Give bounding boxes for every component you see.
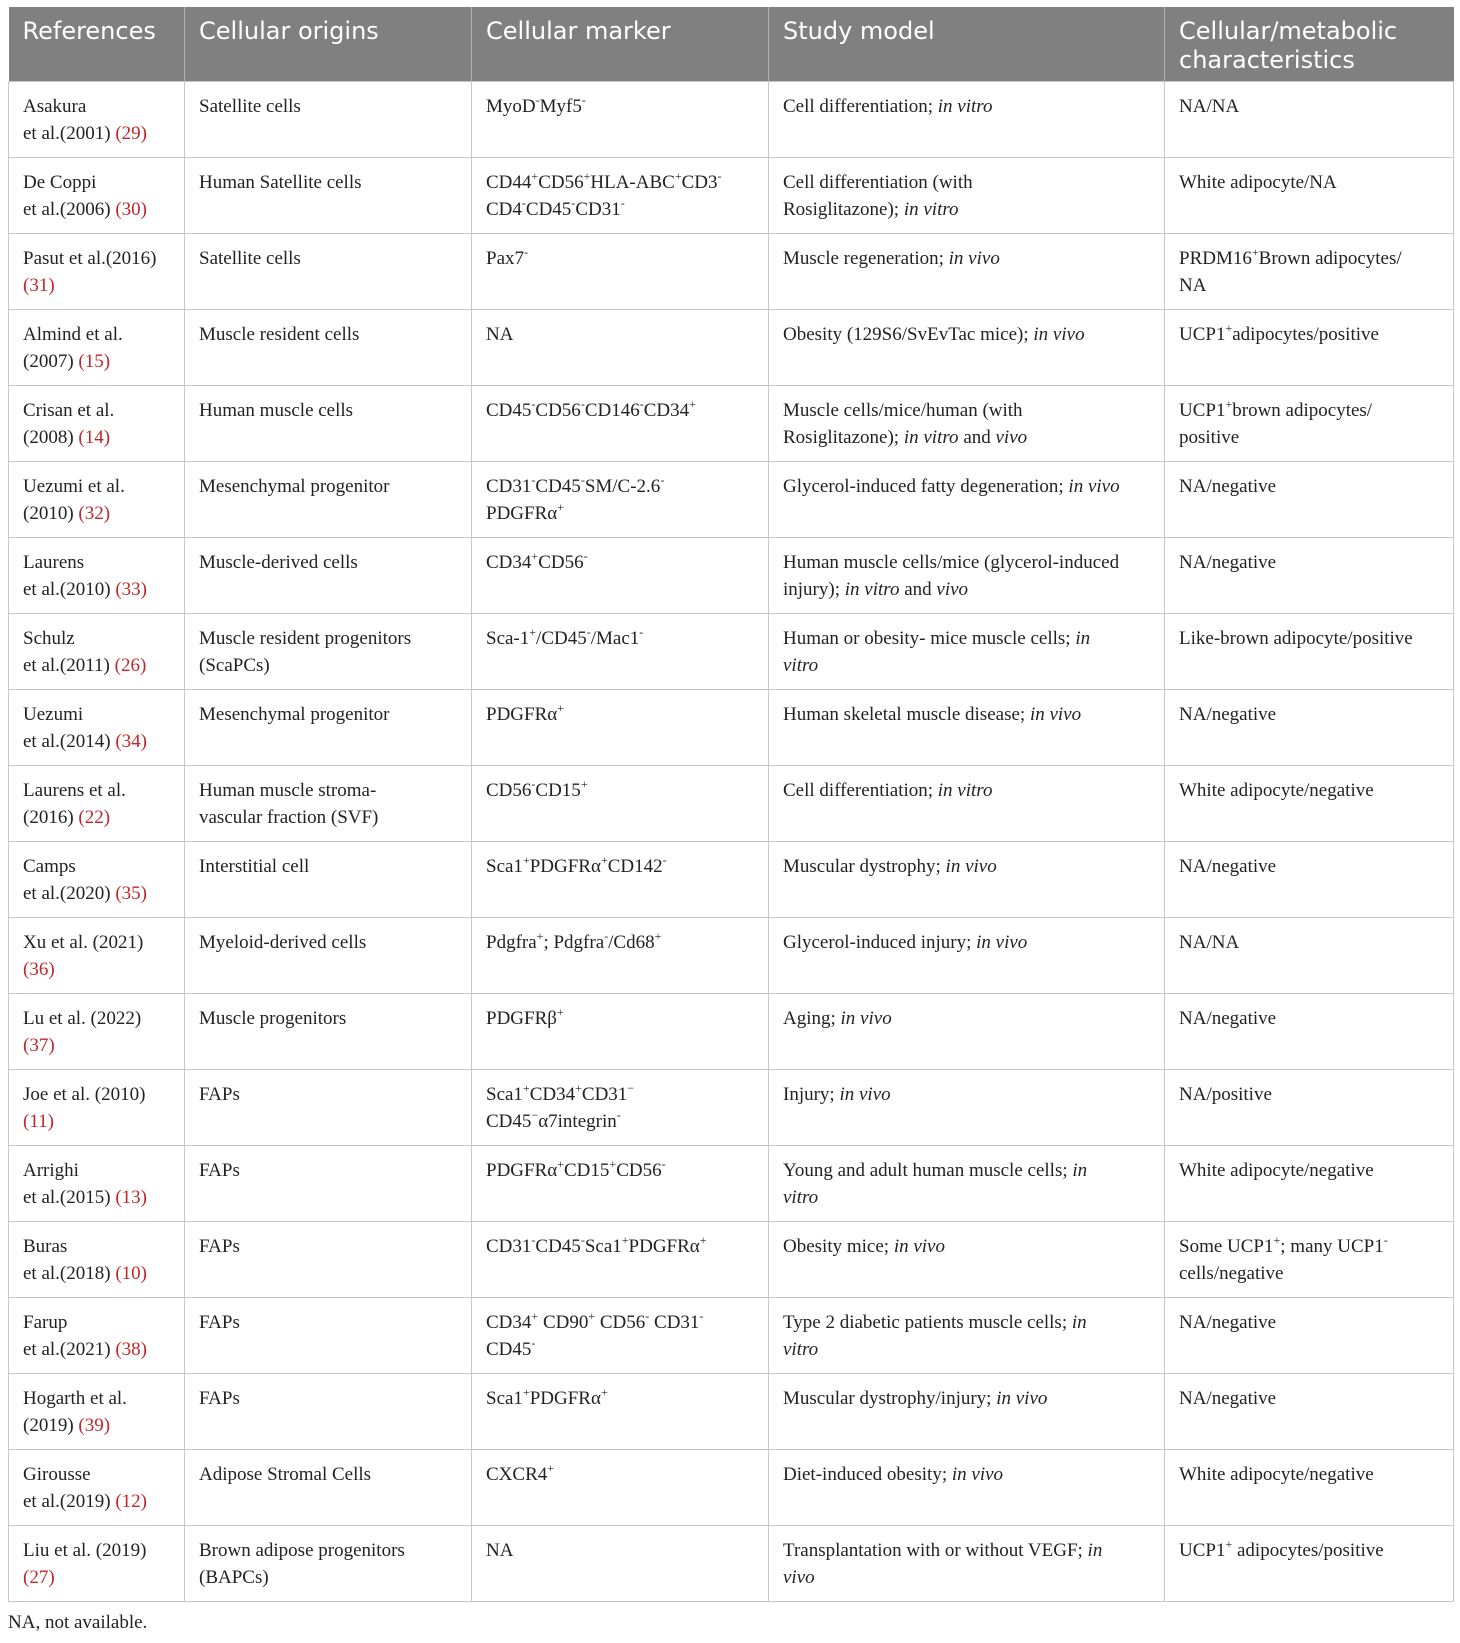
header-cellular-origins: Cellular origins — [185, 7, 472, 82]
cell-reference: Almind et al. (2007) (15) — [9, 310, 185, 386]
cell-origin: Mesenchymal progenitor — [185, 462, 472, 538]
superscript: + — [588, 1308, 596, 1323]
cell-origin: Satellite cells — [185, 82, 472, 158]
superscript: - — [580, 396, 585, 411]
citation-link[interactable]: (39) — [78, 1415, 111, 1436]
cell-marker: PDGFRα+ — [472, 690, 769, 766]
cell-marker: Sca1+PDGFRα+ — [472, 1374, 769, 1450]
superscript: + — [556, 1004, 564, 1019]
cell-reference: Laurens et al. (2016) (22) — [9, 766, 185, 842]
superscript: + — [689, 396, 696, 411]
superscript: + — [522, 1384, 530, 1399]
cell-characteristics: White adipocyte/NA — [1165, 158, 1454, 234]
superscript: + — [600, 852, 608, 867]
cell-study-model: Muscular dystrophy; in vivo — [769, 842, 1165, 918]
cell-characteristics: NA/negative — [1165, 462, 1454, 538]
citation-link[interactable]: (14) — [78, 427, 111, 448]
table-row — [9, 82, 1454, 158]
superscript: - — [604, 928, 609, 943]
citation-link[interactable]: (12) — [115, 1491, 147, 1512]
superscript: + — [557, 1156, 564, 1171]
superscript: + — [1273, 1232, 1281, 1247]
cell-marker: NA — [472, 310, 769, 386]
superscript: - — [1383, 1232, 1388, 1247]
superscript: − — [627, 1080, 635, 1095]
cell-study-model: Muscular dystrophy/injury; in vivo — [769, 1374, 1165, 1450]
cell-characteristics: Some UCP1+; many UCP1- cells/negative — [1165, 1222, 1454, 1298]
superscript: - — [586, 624, 591, 639]
superscript: - — [531, 1335, 536, 1350]
italic-text: vivo — [995, 427, 1028, 448]
cell-marker: CD34+CD56- — [472, 538, 769, 614]
superscript: - — [580, 1232, 585, 1247]
cell-reference: De Coppi et al.(2006) (30) — [9, 158, 185, 234]
superscript: - — [660, 472, 665, 487]
citation-link[interactable]: (37) — [23, 1035, 55, 1056]
superscript: - — [662, 852, 667, 867]
table-row — [9, 386, 1454, 462]
superscript: + — [583, 168, 591, 183]
cell-origin: Human muscle stroma- vascular fraction (SVF) — [185, 766, 472, 842]
superscript: + — [699, 1232, 707, 1247]
cell-study-model: Cell differentiation; in vitro — [769, 82, 1165, 158]
cell-characteristics: White adipocyte/negative — [1165, 766, 1454, 842]
superscript: - — [531, 396, 536, 411]
cell-reference: Buras et al.(2018) (10) — [9, 1222, 185, 1298]
table-row — [9, 1374, 1454, 1450]
cell-reference: Arrighi et al.(2015) (13) — [9, 1146, 185, 1222]
citation-link[interactable]: (13) — [115, 1187, 147, 1208]
cell-characteristics: NA/negative — [1165, 690, 1454, 766]
cell-characteristics: UCP1+ adipocytes/positive — [1165, 1526, 1454, 1602]
cell-marker: CXCR4+ — [472, 1450, 769, 1526]
cell-reference: Camps et al.(2020) (35) — [9, 842, 185, 918]
italic-text: in vivo — [783, 1540, 1103, 1588]
italic-text: in vivo — [948, 248, 1000, 269]
cell-marker: PDGFRβ+ — [472, 994, 769, 1070]
cell-reference: Farup et al.(2021) (38) — [9, 1298, 185, 1374]
table-row — [9, 1070, 1454, 1146]
cell-characteristics: NA/NA — [1165, 82, 1454, 158]
superscript: + — [557, 700, 564, 715]
italic-text: in vitro — [937, 780, 993, 801]
italic-text: in vivo — [839, 1084, 891, 1105]
cell-characteristics: White adipocyte/negative — [1165, 1450, 1454, 1526]
cell-origin: Adipose Stromal Cells — [185, 1450, 472, 1526]
cell-marker: CD45-CD56-CD146-CD34+ — [472, 386, 769, 462]
table-row — [9, 994, 1454, 1070]
cell-origin: Satellite cells — [185, 234, 472, 310]
cell-characteristics: Like-brown adipocyte/positive — [1165, 614, 1454, 690]
superscript: - — [535, 92, 540, 107]
superscript: - — [620, 195, 625, 210]
table-body — [9, 82, 1454, 1602]
superscript: - — [581, 92, 586, 107]
cell-marker: CD56-CD15+ — [472, 766, 769, 842]
citation-link[interactable]: (10) — [115, 1263, 147, 1284]
citation-link[interactable]: (32) — [78, 503, 111, 524]
cell-study-model: Human skeletal muscle disease; in vivo — [769, 690, 1165, 766]
table-row — [9, 310, 1454, 386]
table-row — [9, 234, 1454, 310]
citation-link[interactable]: (33) — [115, 579, 147, 600]
superscript: - — [531, 776, 536, 791]
citation-link[interactable]: (29) — [115, 123, 147, 144]
cell-reference: Uezumi et al. (2010) (32) — [9, 462, 185, 538]
superscript: - — [571, 195, 576, 210]
table-row — [9, 1146, 1454, 1222]
cell-origin: Human Satellite cells — [185, 158, 472, 234]
cell-study-model: Injury; in vivo — [769, 1070, 1165, 1146]
cell-marker: Sca1+CD34+CD31− CD45−α7integrin- — [472, 1070, 769, 1146]
cell-study-model: Young and adult human muscle cells; in vitro — [769, 1146, 1165, 1222]
italic-text: in vivo — [1029, 704, 1082, 725]
superscript: + — [1225, 320, 1233, 335]
cell-marker: Pax7- — [472, 234, 769, 310]
cell-reference: Schulz et al.(2011) (26) — [9, 614, 185, 690]
cell-study-model: Human muscle cells/mice (glycerol-induced injury); in vitro and vivo — [769, 538, 1165, 614]
superscript: - — [521, 195, 526, 210]
table-row — [9, 158, 1454, 234]
superscript: - — [616, 1107, 621, 1122]
cell-study-model: Muscle cells/mice/human (with Rosiglitazone); in vitro and vivo — [769, 386, 1165, 462]
cell-characteristics: NA/negative — [1165, 994, 1454, 1070]
cell-characteristics: UCP1+brown adipocytes/ positive — [1165, 386, 1454, 462]
italic-text: in vitro — [903, 427, 959, 448]
cell-marker: Sca-1+/CD45-/Mac1- — [472, 614, 769, 690]
table-row — [9, 842, 1454, 918]
citation-link[interactable]: (22) — [78, 807, 111, 828]
citation-link[interactable]: (30) — [115, 199, 147, 220]
cell-marker: Pdgfra+; Pdgfra-/Cd68+ — [472, 918, 769, 994]
cell-characteristics: NA/negative — [1165, 1298, 1454, 1374]
table-row — [9, 614, 1454, 690]
italic-text: in vivo — [945, 856, 997, 877]
superscript: + — [1251, 244, 1259, 259]
cell-reference: Hogarth et al. (2019) (39) — [9, 1374, 185, 1450]
italic-text: vivo — [936, 579, 969, 600]
cell-characteristics: White adipocyte/negative — [1165, 1146, 1454, 1222]
superscript: + — [674, 168, 682, 183]
superscript: + — [522, 1080, 530, 1095]
cell-marker: Sca1+PDGFRα+CD142- — [472, 842, 769, 918]
superscript: + — [1225, 396, 1233, 411]
cell-reference: Girousse et al.(2019) (12) — [9, 1450, 185, 1526]
cell-reference: Xu et al. (2021) (36) — [9, 918, 185, 994]
italic-text: in vitro — [783, 1312, 1087, 1360]
table-row — [9, 766, 1454, 842]
cell-reference: Asakura et al.(2001) (29) — [9, 82, 185, 158]
cell-study-model: Muscle regeneration; in vivo — [769, 234, 1165, 310]
cell-marker: CD34+ CD90+ CD56- CD31- CD45- — [472, 1298, 769, 1374]
cell-study-model: Transplantation with or without VEGF; in vivo — [769, 1526, 1165, 1602]
header-references: References — [9, 7, 185, 82]
cell-study-model: Glycerol-induced injury; in vivo — [769, 918, 1165, 994]
citation-link[interactable]: (38) — [115, 1339, 147, 1360]
cell-reference: Laurens et al.(2010) (33) — [9, 538, 185, 614]
cell-origin: FAPs — [185, 1146, 472, 1222]
cell-study-model: Cell differentiation; in vitro — [769, 766, 1165, 842]
citation-link[interactable]: (27) — [23, 1567, 55, 1588]
header-characteristics: Cellular/metabolic characteristics — [1165, 7, 1454, 82]
superscript: + — [654, 928, 662, 943]
citation-link[interactable]: (26) — [114, 655, 147, 676]
cell-marker: NA — [472, 1526, 769, 1602]
italic-text: in vivo — [893, 1236, 945, 1257]
superscript: + — [531, 548, 539, 563]
superscript: - — [531, 472, 536, 487]
cell-reference: Uezumi et al.(2014) (34) — [9, 690, 185, 766]
superscript: + — [621, 1232, 629, 1247]
cell-characteristics: NA/positive — [1165, 1070, 1454, 1146]
superscript: + — [609, 1156, 617, 1171]
table-row — [9, 1450, 1454, 1526]
superscript: - — [583, 548, 588, 563]
italic-text: in vivo — [996, 1388, 1048, 1409]
citation-link[interactable]: (36) — [23, 959, 55, 980]
superscript: − — [531, 1107, 539, 1122]
italic-text: in vitro — [844, 579, 900, 600]
superscript: - — [531, 1232, 536, 1247]
cell-marker: MyoD-Myf5- — [472, 82, 769, 158]
table-row — [9, 690, 1454, 766]
header-cellular-marker: Cellular marker — [472, 7, 769, 82]
cell-study-model: Obesity mice; in vivo — [769, 1222, 1165, 1298]
table-row — [9, 538, 1454, 614]
cell-study-model: Human or obesity- mice muscle cells; in vitro — [769, 614, 1165, 690]
citation-link[interactable]: (35) — [115, 883, 147, 904]
cell-marker: CD44+CD56+HLA-ABC+CD3- CD4-CD45-CD31- — [472, 158, 769, 234]
cell-marker: CD31-CD45-Sca1+PDGFRα+ — [472, 1222, 769, 1298]
superscript: + — [1225, 1536, 1233, 1551]
superscript: - — [524, 244, 528, 259]
table-row — [9, 918, 1454, 994]
cell-origin: FAPs — [185, 1374, 472, 1450]
cell-characteristics: PRDM16+Brown adipocytes/ NA — [1165, 234, 1454, 310]
citation-link[interactable]: (15) — [78, 351, 111, 372]
cell-reference: Pasut et al.(2016) (31) — [9, 234, 185, 310]
italic-text: in vitro — [783, 628, 1091, 676]
header-row — [9, 7, 1454, 82]
cell-study-model: Cell differentiation (with Rosiglitazone); in vitro — [769, 158, 1165, 234]
superscript: + — [531, 1308, 539, 1323]
cell-marker: CD31-CD45-SM/C-2.6- PDGFRα+ — [472, 462, 769, 538]
cell-study-model: Type 2 diabetic patients muscle cells; in vitro — [769, 1298, 1165, 1374]
table-container — [8, 7, 1453, 1602]
superscript: + — [580, 776, 588, 791]
superscript: - — [580, 472, 585, 487]
cell-origin: Muscle resident cells — [185, 310, 472, 386]
table-row — [9, 1526, 1454, 1602]
superscript: + — [529, 624, 537, 639]
italic-text: in vivo — [976, 932, 1028, 953]
table-footnote: NA, not available. — [8, 1612, 148, 1633]
italic-text: in vivo — [1068, 476, 1120, 497]
data-table — [8, 7, 1454, 1602]
italic-text: in vivo — [951, 1464, 1004, 1485]
table-row — [9, 462, 1454, 538]
superscript: + — [557, 499, 564, 514]
cell-origin: Mesenchymal progenitor — [185, 690, 472, 766]
table-row — [9, 1298, 1454, 1374]
cell-origin: Interstitial cell — [185, 842, 472, 918]
header-study-model: Study model — [769, 7, 1165, 82]
superscript: + — [531, 168, 539, 183]
cell-characteristics: NA/negative — [1165, 538, 1454, 614]
italic-text: in vivo — [1033, 324, 1085, 345]
superscript: - — [717, 168, 722, 183]
superscript: - — [699, 1308, 704, 1323]
superscript: + — [575, 1080, 582, 1095]
cell-characteristics: UCP1+adipocytes/positive — [1165, 310, 1454, 386]
cell-origin: FAPs — [185, 1298, 472, 1374]
superscript: + — [522, 852, 530, 867]
cell-origin: Brown adipose progenitors (BAPCs) — [185, 1526, 472, 1602]
cell-characteristics: NA/negative — [1165, 842, 1454, 918]
citation-link[interactable]: (34) — [115, 731, 147, 752]
cell-reference: Lu et al. (2022) (37) — [9, 994, 185, 1070]
superscript: + — [600, 1384, 608, 1399]
superscript: - — [645, 1308, 650, 1323]
cell-reference: Crisan et al. (2008) (14) — [9, 386, 185, 462]
cell-origin: Muscle progenitors — [185, 994, 472, 1070]
superscript: - — [661, 1156, 666, 1171]
table-header — [9, 7, 1454, 82]
italic-text: in vitro — [783, 1160, 1088, 1208]
cell-reference: Joe et al. (2010) (11) — [9, 1070, 185, 1146]
italic-text: in vivo — [840, 1008, 892, 1029]
cell-study-model: Aging; in vivo — [769, 994, 1165, 1070]
italic-text: in vitro — [903, 199, 959, 220]
citation-link[interactable]: (11) — [23, 1111, 54, 1132]
cell-origin: Human muscle cells — [185, 386, 472, 462]
cell-reference: Liu et al. (2019) (27) — [9, 1526, 185, 1602]
superscript: - — [639, 396, 644, 411]
cell-origin: Muscle-derived cells — [185, 538, 472, 614]
cell-origin: FAPs — [185, 1222, 472, 1298]
cell-marker: PDGFRα+CD15+CD56- — [472, 1146, 769, 1222]
cell-characteristics: NA/NA — [1165, 918, 1454, 994]
superscript: + — [547, 1460, 555, 1475]
superscript: - — [639, 624, 644, 639]
cell-study-model: Diet-induced obesity; in vivo — [769, 1450, 1165, 1526]
cell-study-model: Obesity (129S6/SvEvTac mice); in vivo — [769, 310, 1165, 386]
superscript: + — [536, 928, 544, 943]
cell-origin: Muscle resident progenitors (ScaPCs) — [185, 614, 472, 690]
citation-link[interactable]: (31) — [23, 275, 55, 296]
cell-origin: Myeloid-derived cells — [185, 918, 472, 994]
italic-text: in vitro — [937, 96, 993, 117]
cell-study-model: Glycerol-induced fatty degeneration; in vivo — [769, 462, 1165, 538]
cell-characteristics: NA/negative — [1165, 1374, 1454, 1450]
cell-origin: FAPs — [185, 1070, 472, 1146]
table-row — [9, 1222, 1454, 1298]
